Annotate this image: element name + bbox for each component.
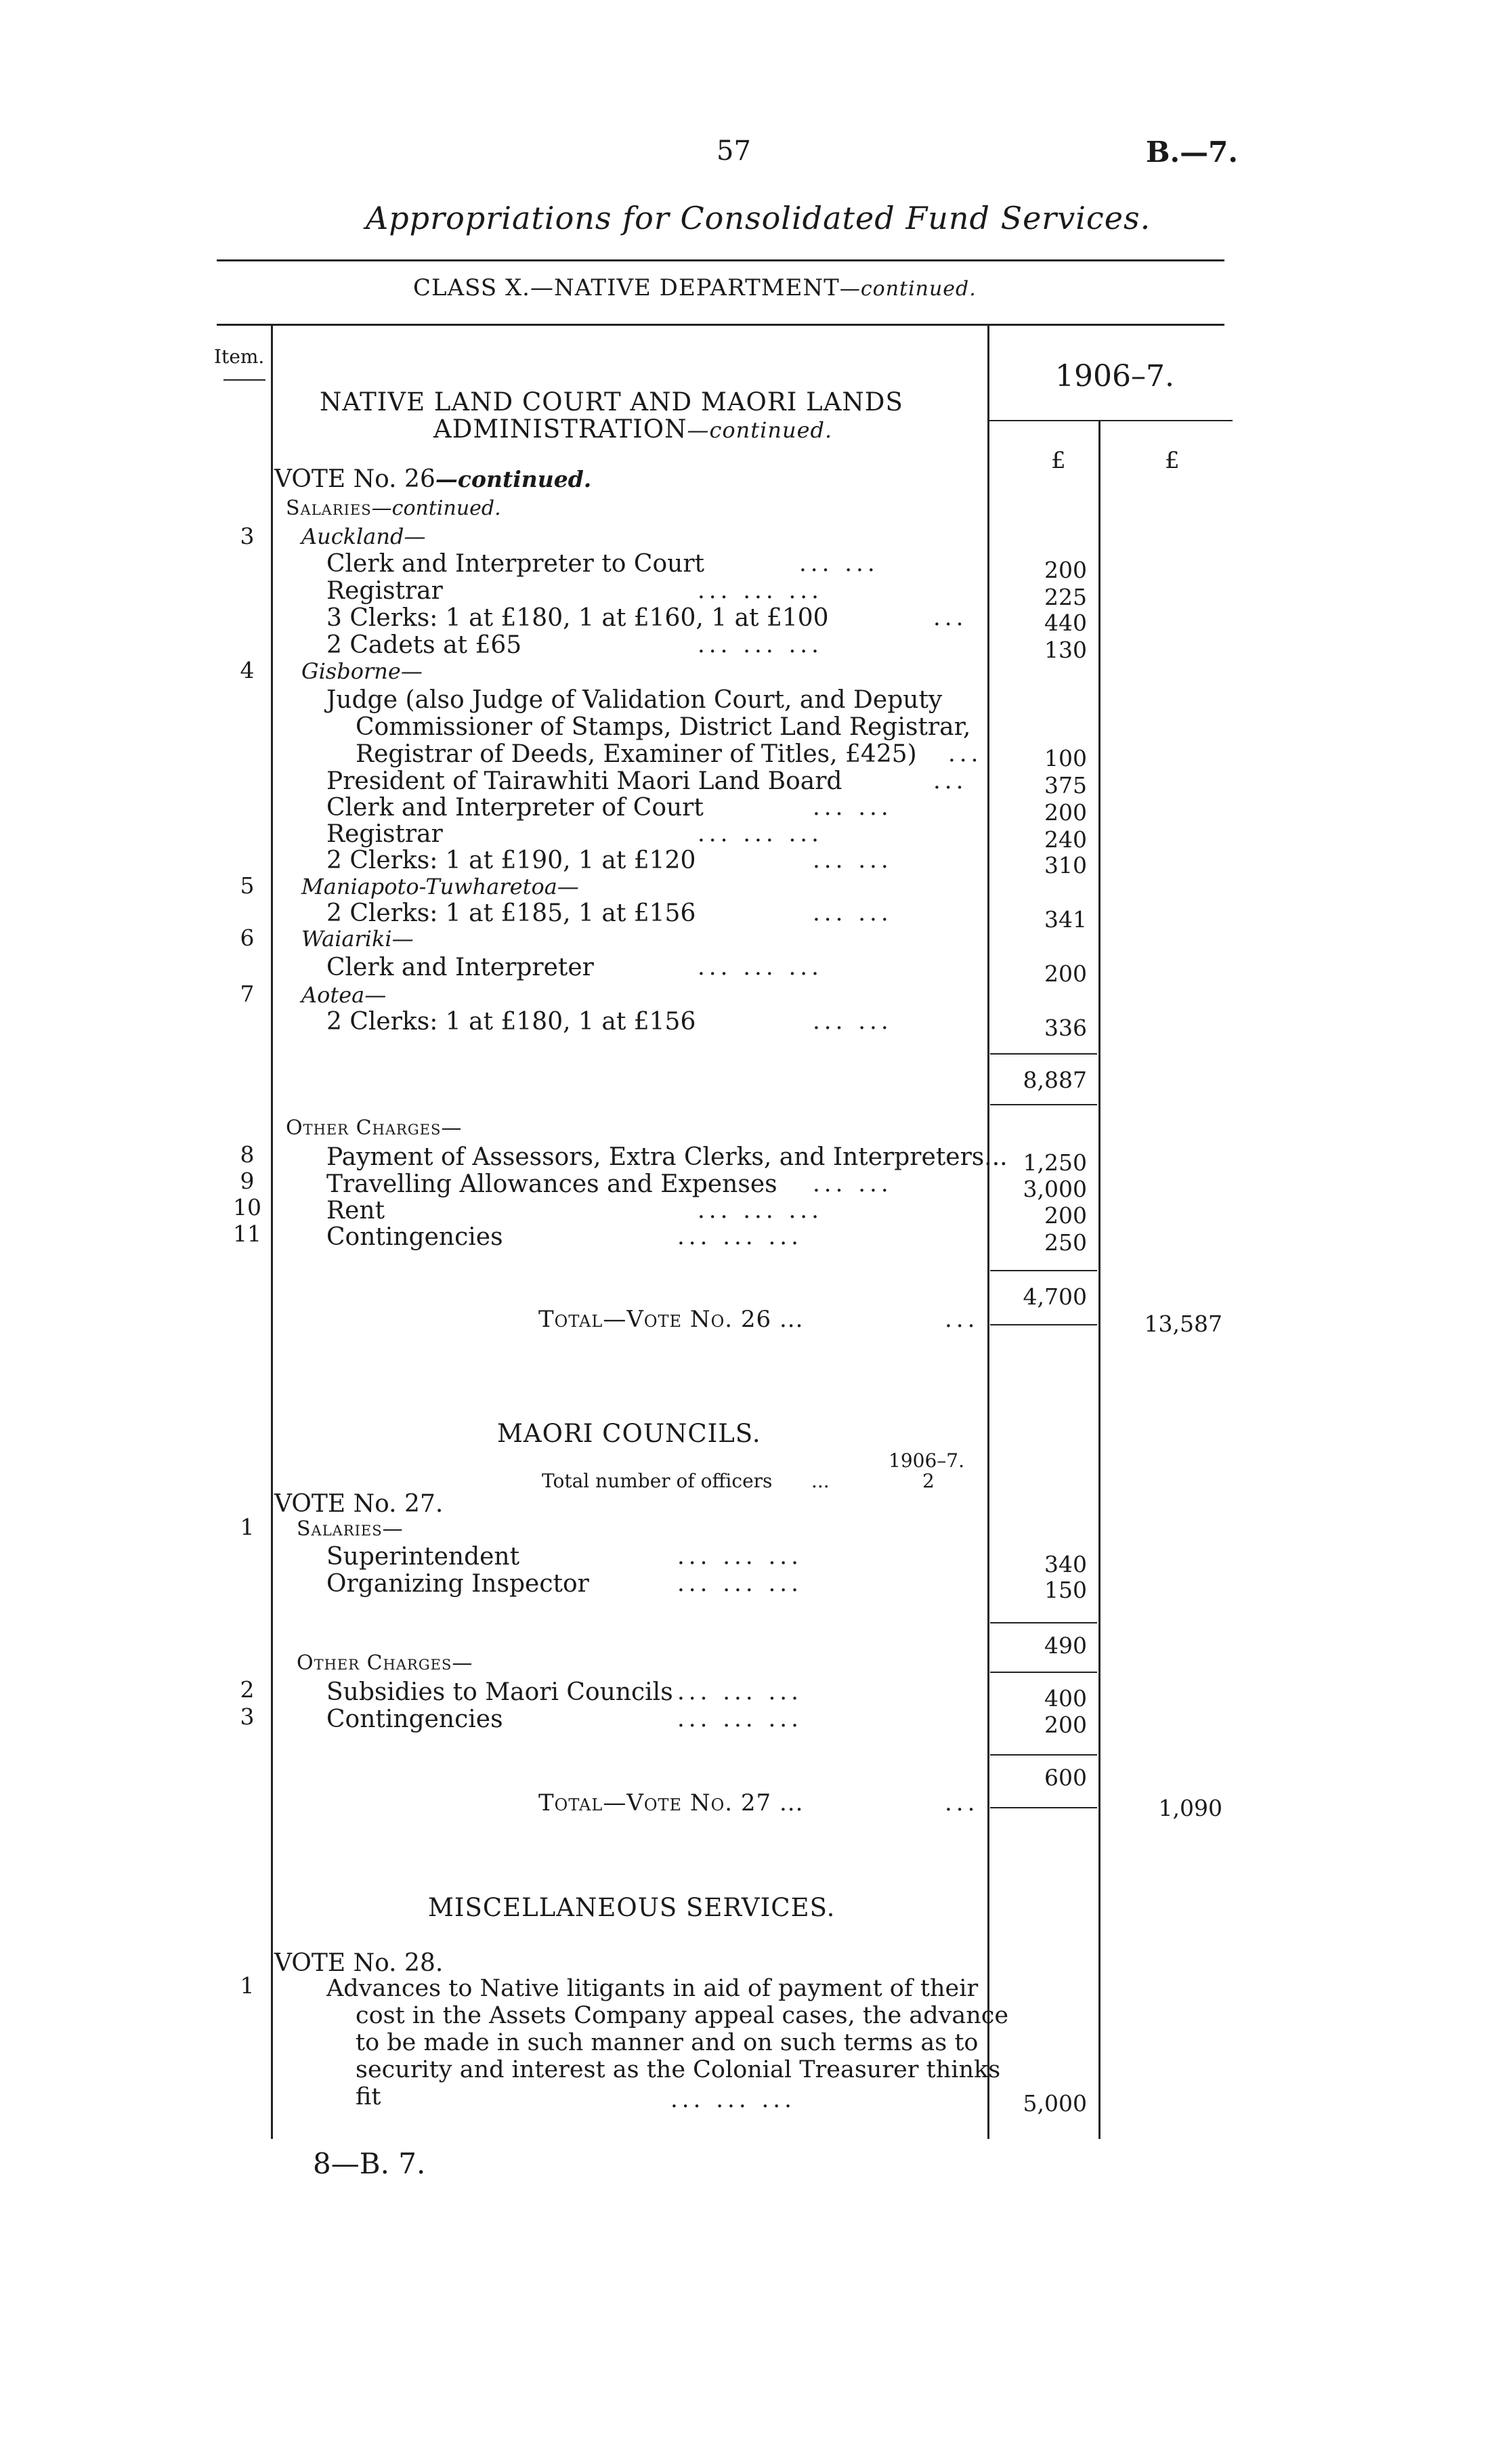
item-number: 1 (240, 1972, 255, 1999)
row-value: 100 (1044, 745, 1087, 771)
item-number: 9 (240, 1168, 255, 1194)
leader-dots: ... ... ... (677, 1678, 803, 1705)
row-value: 240 (1044, 826, 1087, 853)
district-auckland: Auckland— (301, 524, 426, 549)
total-rule (990, 1324, 1097, 1325)
row-value: 341 (1044, 906, 1087, 933)
section-heading-native-land: NATIVE LAND COURT AND MAORI LANDS (320, 387, 903, 417)
row-label: 2 Clerks: 1 at £185, 1 at £156 (326, 899, 696, 927)
officers-label: Total number of officers (542, 1470, 773, 1492)
item-number: 4 (240, 657, 255, 683)
row-value: 150 (1044, 1577, 1087, 1603)
row-label: Travelling Allowances and Expenses (326, 1170, 777, 1198)
row-value: 440 (1044, 610, 1087, 636)
row-label: Payment of Assessors, Extra Clerks, and Interpreters... (326, 1143, 1008, 1171)
leader-dots: ... ... (813, 1008, 893, 1035)
item-header-rule (223, 379, 265, 381)
total-label: Total—Vote No. 26 ... (538, 1306, 804, 1333)
subtotal-rule (990, 1672, 1097, 1673)
misc-text-3: to be made in such manner and on such terms as to (356, 2029, 979, 2056)
officers-year: 1906–7. (889, 1449, 964, 1472)
row-value: 310 (1044, 852, 1087, 878)
row-label: 2 Clerks: 1 at £180, 1 at £156 (326, 1008, 696, 1036)
subtotal-column-rule (1098, 420, 1100, 2139)
class-line-main: CLASS X.—NATIVE DEPARTMENT (413, 274, 840, 301)
page-title: Appropriations for Consolidated Fund Services. (366, 200, 1151, 236)
leader-dots: ... ... ... (698, 820, 823, 847)
leader-dots: ... ... (799, 550, 879, 577)
salaries-subtotal: 8,887 (1023, 1067, 1087, 1093)
vote-26: VOTE No. 26 (274, 465, 435, 493)
leader-dots: ... ... ... (698, 577, 823, 604)
row-label: President of Tairawhiti Maori Land Board (326, 767, 842, 795)
top-rule (217, 259, 1224, 261)
leader-dots: ... ... ... (698, 1197, 823, 1224)
district-gisborne: Gisborne— (301, 658, 423, 684)
item-number: 5 (240, 872, 255, 899)
total-vote-27-label (538, 1789, 803, 1817)
row-value: 225 (1044, 584, 1087, 610)
row-label: Contingencies (326, 1705, 503, 1733)
row-value: 340 (1044, 1551, 1087, 1577)
row-label: Contingencies (326, 1223, 503, 1251)
judge-line-1: Judge (also Judge of Validation Court, and Deputy (326, 686, 943, 714)
total-rule (990, 1807, 1097, 1808)
row-value: 400 (1044, 1685, 1087, 1712)
district-waiariki: Waiariki— (301, 926, 414, 952)
vote-26-cont: —continued. (435, 466, 592, 492)
salaries-heading (286, 496, 501, 520)
leader-dots: ... (945, 1306, 979, 1333)
item-number: 7 (240, 981, 255, 1007)
row-label: Registrar (326, 577, 443, 605)
item-number: 6 (240, 925, 255, 951)
row-value: 200 (1044, 1712, 1087, 1738)
leader-dots: ... ... (813, 899, 893, 927)
row-value: 200 (1044, 557, 1087, 583)
other-charges-heading: Other Charges— (286, 1116, 463, 1140)
doc-ref: B.—7. (1146, 135, 1238, 169)
leader-dots: ... ... ... (677, 1570, 803, 1597)
year-header-rule (987, 420, 1233, 421)
leader-dots: ... (933, 767, 968, 794)
table-top-rule (217, 324, 1224, 326)
leader-dots: ... ... ... (698, 954, 823, 981)
item-number: 1 (240, 1514, 255, 1540)
row-value: 336 (1044, 1015, 1087, 1041)
row-label: 2 Cadets at £65 (326, 631, 522, 659)
misc-text-5: fit (356, 2083, 381, 2110)
row-label: 3 Clerks: 1 at £180, 1 at £160, 1 at £100 (326, 604, 829, 632)
judge-line-3: Registrar of Deeds, Examiner of Titles, £425) (356, 740, 917, 768)
pound-header-2: £ (1165, 447, 1180, 474)
row-value: 200 (1044, 960, 1087, 987)
row-label: 2 Clerks: 1 at £190, 1 at £120 (326, 847, 696, 874)
subtotal-rule (990, 1622, 1097, 1623)
subtotal-rule (990, 1270, 1097, 1271)
total-label: Total—Vote No. 27 ... (538, 1789, 804, 1817)
item-number: 11 (233, 1220, 261, 1247)
vote-28-label: VOTE No. 28. (274, 1949, 444, 1977)
salaries-cont: —continued. (371, 496, 501, 520)
item-number: 2 (240, 1676, 255, 1703)
salaries-label: Salaries (286, 496, 372, 520)
row-value: 130 (1044, 637, 1087, 663)
item-column-header: Item. (214, 345, 265, 368)
item-number: 3 (240, 1703, 255, 1730)
salaries-subtotal-27: 490 (1044, 1632, 1087, 1659)
year-column-header: 1906–7. (1055, 359, 1174, 394)
row-value: 200 (1044, 799, 1087, 826)
section-heading-maori-councils: MAORI COUNCILS. (497, 1419, 761, 1448)
row-value: 1,250 (1023, 1149, 1087, 1176)
row-label: Subsidies to Maori Councils (326, 1678, 673, 1706)
subtotal-rule (990, 1754, 1097, 1756)
row-label: Clerk and Interpreter to Court (326, 550, 704, 578)
leader-dots: ... ... (813, 794, 893, 821)
item-number: 8 (240, 1141, 255, 1168)
class-line-cont: —continued. (839, 277, 977, 301)
heading-admin: ADMINISTRATION (433, 415, 687, 444)
total-vote-26-label (538, 1306, 803, 1333)
leader-dots: ... ... ... (698, 631, 823, 658)
row-label: Rent (326, 1197, 385, 1225)
officers-dots: ... (811, 1470, 830, 1492)
leader-dots: ... (945, 1789, 979, 1817)
row-label: Clerk and Interpreter (326, 954, 594, 981)
district-maniapoto: Maniapoto-Tuwharetoa— (301, 874, 579, 899)
vote-26-label (274, 465, 591, 493)
pound-header-1: £ (1051, 447, 1066, 474)
item-number: 3 (240, 523, 255, 549)
other-charges-heading-27: Other Charges— (297, 1651, 473, 1675)
misc-text-2: cost in the Assets Company appeal cases, the advance (356, 2002, 1009, 2029)
row-label: Registrar (326, 820, 443, 848)
row-value: 250 (1044, 1229, 1087, 1256)
total-vote-26-value: 13,587 (1144, 1311, 1222, 1337)
officers-value: 2 (922, 1470, 935, 1492)
other-subtotal: 4,700 (1023, 1283, 1087, 1310)
leader-dots: ... ... ... (677, 1543, 803, 1570)
other-subtotal-27: 600 (1044, 1764, 1087, 1791)
page-number: 57 (717, 135, 751, 167)
subtotal-rule (990, 1053, 1097, 1055)
row-value: 200 (1044, 1202, 1087, 1229)
salaries-heading-27: Salaries— (297, 1517, 404, 1541)
district-aotea: Aotea— (301, 982, 387, 1008)
total-vote-27-value: 1,090 (1158, 1795, 1222, 1821)
leader-dots: ... ... (813, 1170, 893, 1197)
signature-mark: 8—B. 7. (313, 2147, 426, 2180)
misc-text-4: security and interest as the Colonial Treasurer thinks (356, 2056, 1001, 2083)
leader-dots: ... (933, 604, 968, 631)
section-heading-misc: MISCELLANEOUS SERVICES. (428, 1893, 836, 1922)
row-value: 375 (1044, 772, 1087, 799)
leader-dots: ... ... (813, 847, 893, 874)
item-number: 10 (233, 1194, 261, 1220)
leader-dots: ... ... ... (670, 2086, 796, 2113)
row-value: 3,000 (1023, 1176, 1087, 1202)
leader-dots: ... (948, 740, 983, 767)
subtotal-rule (990, 1104, 1097, 1105)
misc-text-1: Advances to Native litigants in aid of payment of their (326, 1975, 979, 2002)
section-heading-native-land-2 (433, 415, 832, 444)
misc-value: 5,000 (1023, 2090, 1087, 2117)
vote-27-label: VOTE No. 27. (274, 1490, 444, 1518)
judge-line-2: Commissioner of Stamps, District Land Registrar, (356, 713, 971, 741)
heading-admin-cont: —continued. (687, 417, 833, 443)
row-label: Superintendent (326, 1543, 520, 1571)
class-line (413, 274, 977, 301)
leader-dots: ... ... ... (677, 1705, 803, 1733)
leader-dots: ... ... ... (677, 1223, 803, 1250)
row-label: Organizing Inspector (326, 1570, 589, 1598)
row-label: Clerk and Interpreter of Court (326, 794, 704, 822)
